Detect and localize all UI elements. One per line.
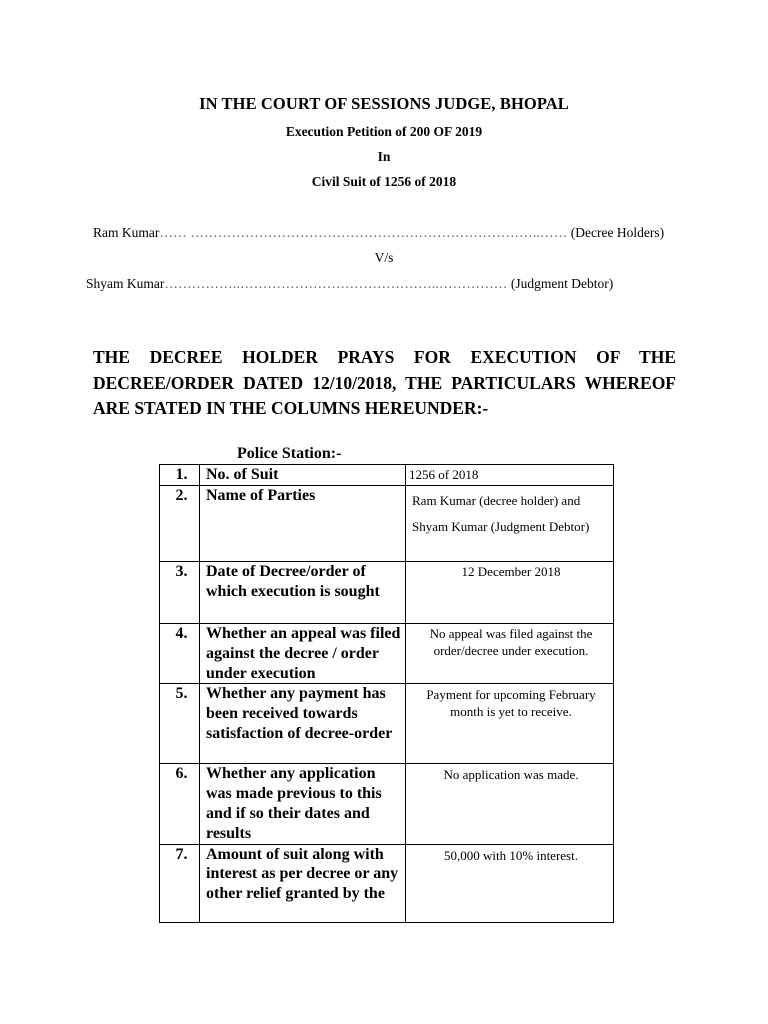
police-station-label: Police Station:- [237, 445, 342, 462]
decree-holder-role: (Decree Holders) [570, 225, 665, 240]
row-question: Amount of suit along with interest as per decree or any other relief granted by the [200, 844, 406, 922]
particulars-table [159, 464, 614, 923]
row-question: Whether any payment has been received towards satisfaction of decree-order [200, 684, 406, 764]
judgment-debtor-line [86, 276, 656, 292]
row-answer: No appeal was filed against the order/decree under execution. [406, 624, 614, 684]
row-question: Name of Parties [200, 486, 406, 562]
row-answer: Ram Kumar (decree holder) and Shyam Kumar (Judgment Debtor) [406, 486, 614, 562]
row-question: No. of Suit [200, 465, 406, 486]
judgment-debtor-name: Shyam Kumar [86, 276, 165, 291]
prayer-paragraph [93, 345, 676, 422]
civil-suit-number: Civil Suit of 1256 of 2018 [311, 174, 457, 189]
table-row [160, 624, 614, 684]
row-question: Whether any application was made previous to this and if so their dates and results [200, 764, 406, 844]
row-number: 4. [160, 624, 200, 684]
row-answer: Payment for upcoming February month is yet to receive. [406, 684, 614, 764]
table-row [160, 562, 614, 624]
row-question: Date of Decree/order of which execution is sought [200, 562, 406, 624]
row-question: Whether an appeal was filed against the decree / order under execution [200, 624, 406, 684]
versus-label: V/s [374, 250, 394, 265]
table-row [160, 465, 614, 486]
prayer-line-3: ARE STATED IN THE COLUMNS HEREUNDER:- [93, 398, 489, 418]
in-connector: In [377, 149, 391, 164]
court-title: IN THE COURT OF SESSIONS JUDGE, BHOPAL [199, 94, 569, 113]
table-row [160, 844, 614, 922]
row-answer: 50,000 with 10% interest. [406, 844, 614, 922]
judgment-debtor-role: (Judgment Debtor) [510, 276, 614, 291]
decree-holder-line [93, 225, 678, 241]
row-answer: 1256 of 2018 [406, 465, 614, 486]
row-number: 7. [160, 844, 200, 922]
petition-number: Execution Petition of 200 OF 2019 [285, 124, 483, 139]
decree-holder-name: Ram Kumar [93, 225, 160, 240]
judgment-debtor-leader: ……………..……………………………………..…………… [164, 276, 508, 291]
row-answer: No application was made. [406, 764, 614, 844]
row-number: 1. [160, 465, 200, 486]
table-row [160, 764, 614, 844]
row-number: 5. [160, 684, 200, 764]
table-row [160, 684, 614, 764]
prayer-line-1: THE DECREE HOLDER PRAYS FOR EXECUTION OF THE [93, 347, 676, 367]
row-number: 3. [160, 562, 200, 624]
row-number: 6. [160, 764, 200, 844]
decree-holder-leader: …… …………………………………………………………………..…… [159, 225, 568, 240]
row-number: 2. [160, 486, 200, 562]
prayer-line-2: DECREE/ORDER DATED 12/10/2018, THE PARTICULARS WHEREOF [93, 372, 676, 393]
table-row [160, 486, 614, 562]
row-answer: 12 December 2018 [406, 562, 614, 624]
